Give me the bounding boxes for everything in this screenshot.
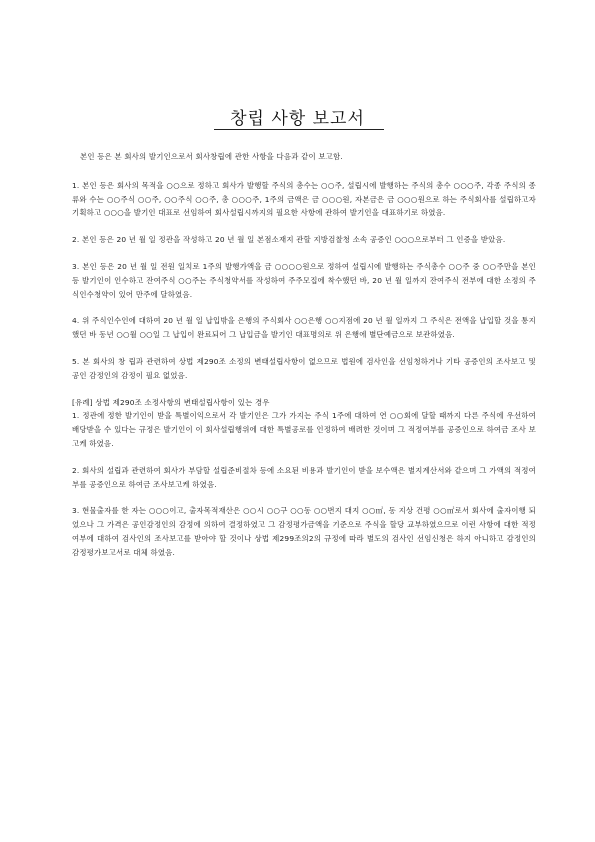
paragraph-3: 3. 본인 등은 20 년 월 일 전원 일치로 1주의 발행가액을 금 ○○○○원으로 정하여 설립시에 발행하는 주식총수 ○○주 중 ○○주만을 본인 등 발기인이 인수하고 잔여주식 ○○주는 주식청약서를 작성하여 주주모집에 착수했던 바, 20 년 월 일까지 잔여주식 전부에 대한 소정의 주식인수청약이 있어 만주에 달하였음. <box>72 261 536 299</box>
paragraph-2: 2. 본인 등은 20 년 월 일 정관을 작성하고 20 년 월 일 본점소재지 관할 지방검찰청 소속 공증인 ○○○으로부터 그 인증을 받았음. <box>72 235 506 245</box>
paragraph-1: 1. 본인 등은 회사의 목적을 ○○으로 정하고 회사가 발행할 주식의 총수는 ○○주, 설립시에 발행하는 주식의 총수 ○○○주, 각종 주식의 종류와 수는 ○○주식 ○○주, ○○주식 ○○주, 총 ○○○주, 1주의 금액은 금 ○○○원, 자본금은 금 ○○○원으로 하는 주식회사를 설립하고자 기획하고 ○○○을 발기인 대표로 선임하여 회사설립시까지의 필요한 사항에 관하여 발기인을 대표하기로 하였음. <box>72 180 536 218</box>
intro-paragraph: 본인 등은 본 회사의 발기인으로서 회사창립에 관한 사항을 다음과 같이 보고함. <box>80 152 343 161</box>
paragraph-4: 4. 위 주식인수인에 대하여 20 년 월 일 납입밖을 은행의 주식회사 ○○은행 ○○지점에 20 년 월 일까지 그 주식은 전액을 납입할 것을 통지했던 바 동년 ○○월 ○○일 그 납입이 완료되어 그 납입금을 발기인 대표명의로 위 은행에 별단예금으로 보관하였음. <box>72 316 536 340</box>
document-title: 창립 사항 보고서 <box>230 109 365 129</box>
example-paragraph-2: 2. 회사의 설립과 관련하여 회사가 부담할 설립준비절차 등에 소요된 비용과 발기인이 받을 보수액은 별지계산서와 같으며 그 가액의 적정여부를 공증인으로 하여금 조사보고케 하였음. <box>72 465 536 489</box>
example-paragraph-3: 3. 현물출자를 한 자는 ○○○이고, 출자목적재산은 ○○시 ○○구 ○○동 ○○번지 대지 ○○㎡, 동 지상 건평 ○○㎡로서 회사에 출자이행 되었으나 그 가격은 공인감정인의 감정에 의하여 결정하였고 그 감정평가금액을 기준으로 주식을 할당 교부하였으므로 이런 사항에 대한 적정여부에 대하여 검사인의 조사보고를 받아야 할 것이나 상법 제299조의2의 규정에 따라 별도의 검사인 선임신청은 하지 아니하고 감정인의 감정평가보고서로 대체 하였음. <box>72 506 536 557</box>
example-paragraph-1: [유례] 상법 제290조 소정사항의 변태설립사항이 있는 경우 1. 정관에 정한 발기인이 받을 특별이익으로서 각 발기인은 그가 가지는 주식 1주에 대하여 연 ○○회에 달할 때까지 다른 주식에 우선하여 배당받을 수 있다는 규정은 발기인이 이 회사설립행위에 대한 특별공로를 인정하여 배려한 것이며 그 적정여부를 공증인으로 하여금 조사 보고케 하였음. <box>72 397 536 448</box>
paragraph-5: 5. 본 회사의 창 립과 관련하여 상법 제290조 소정의 변태설립사항이 없으므로 법원에 검사인을 선임청하거나 기타 공증인의 조사보고 및 공인 감정인의 감정이 필요 없었음. <box>72 356 536 380</box>
title-underline <box>214 129 384 130</box>
document-body <box>72 150 536 573</box>
